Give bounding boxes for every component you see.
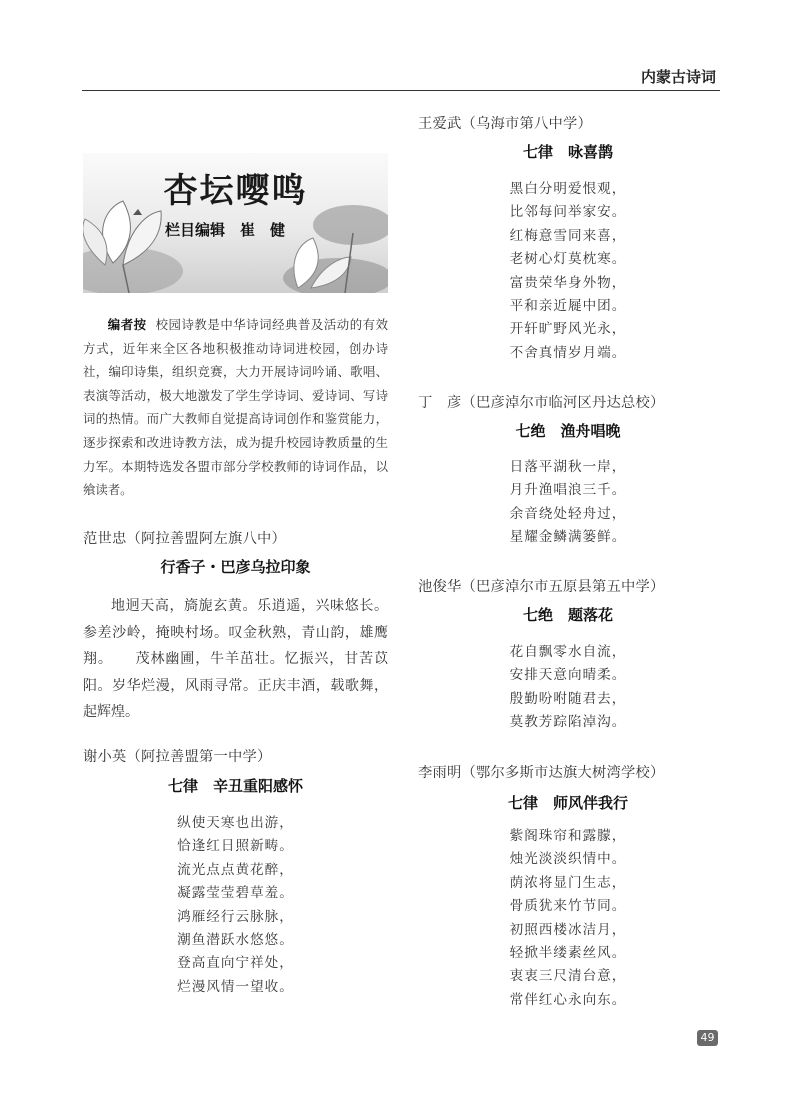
poem-title: 七律 师风伴我行 [507,794,628,812]
poem-title: 七律 咏喜鹊 [522,143,613,161]
poem-author: 范世忠（阿拉善盟阿左旗八中） [83,531,286,547]
column-title: 杏坛嘤鸣 [163,171,308,211]
poem-lines [418,178,718,365]
poem-line: 荫浓将显门生志， [509,874,627,891]
poem-author: 王爱武（乌海市第八中学） [418,116,592,132]
poem-line: 老树心灯莫枕寒。 [509,251,627,268]
poem-author: 谢小英（阿拉善盟第一中学） [83,749,272,765]
poem-line: 流光点点黄花醉， [177,861,294,878]
running-head: 内蒙古诗词 [640,68,716,86]
poem-line: 余音绕处轻舟过， [509,505,627,522]
column-banner [83,153,388,293]
header-rule [82,90,720,91]
poem-line: 殷勤吩咐随君去， [509,690,627,707]
poem-body: 地迥天高，旖旎玄黄。乐逍遥，兴味悠长。参差沙岭，掩映村场。叹金秋熟，青山韵，雄鹰翔。 茂林幽圃，牛羊茁壮。忆振兴，甘苦苡阳。岁华烂漫，风雨寻常。正庆丰酒，载歌舞，起辉煌。 [83,598,388,720]
poem-lines [418,641,718,735]
poem-line: 潮鱼潜跃水悠悠。 [177,931,294,948]
poem-title: 七绝 渔舟唱晚 [515,422,621,440]
poem-author: 丁 彦（巴彦淖尔市临河区丹达总校） [418,395,665,411]
poem-line: 黑白分明爱恨观， [509,181,627,197]
poem-line: 比邻每问举家安。 [509,204,627,221]
editor-note [83,313,388,502]
column-editor: 栏目编辑 崔 健 [165,221,286,239]
poem-line: 烂漫风情一望收。 [177,978,294,995]
poem-line: 富贵荣华身外物， [509,274,627,291]
poem-line: 纵使天寒也出游， [177,815,294,831]
poem-title: 行香子・巴彦乌拉印象 [160,558,311,576]
poem-title: 七律 辛丑重阳感怀 [167,777,303,795]
poem-line: 常伴红心永向东。 [509,991,627,1008]
poem-line: 红梅意雪同来喜， [509,227,627,244]
poem-lines [418,825,718,1012]
poem-line: 平和亲近屣中团。 [509,297,627,314]
poem-line: 初照西楼冰洁月， [509,921,627,938]
page-number: 49 [697,1030,718,1046]
poem-line: 骨质犹来竹节同。 [509,898,627,915]
poem-line: 不舍真情岁月端。 [509,344,627,361]
poem-line: 安排天意向晴柔。 [509,667,627,684]
poem-line: 轻掀半缕素丝风。 [509,944,627,961]
poem-author: 池俊华（巴彦淖尔市五原县第五中学） [418,579,665,595]
poem-line: 开轩旷野风光永， [509,321,627,338]
poem-lines [418,456,718,550]
poem-line: 日落平湖秋一岸， [509,459,627,475]
poem-line: 烛光淡淡织情中。 [509,851,627,868]
poem-line: 星耀金鳞满篓鲜。 [509,529,627,546]
poem-line: 衷衷三尺清台意， [509,968,627,985]
editor-note-lead: 编者按 [107,317,147,332]
poem-line: 恰逢红日照新畴。 [177,838,294,855]
poem-line: 鸿雁经行云脉脉， [177,908,294,925]
poem-title: 七绝 题落花 [522,606,613,624]
poem-line: 凝露莹莹碧草羞。 [177,885,294,902]
poem-line: 莫教芳踪陷淖沟。 [509,714,627,731]
poem-line: 登高直向宁祥处， [177,955,294,972]
poem-author: 李雨明（鄂尔多斯市达旗大树湾学校） [418,765,665,781]
poem-line: 紫阁珠帘和露朦， [509,828,627,844]
poem-lines [83,812,388,999]
poem-line: 花自飘零水自流， [509,644,627,660]
poem-line: 月升渔唱浪三千。 [509,482,627,499]
editor-note-text: 校园诗教是中华诗词经典普及活动的有效方式，近年来全区各地积极推动诗词进校园，创办诗社，编印诗集，组织竞赛，大力开展诗词吟诵、歌唱、表演等活动，极大地激发了学生学诗词、爱诗词、写诗词的热情。而广大教师自觉提高诗词创作和鉴赏能力，逐步探索和改进诗教方法，成为提升校园诗教质量的生力军。本期特选发各盟市部分学校教师的诗词作品，以飨读者。 [83,317,388,498]
